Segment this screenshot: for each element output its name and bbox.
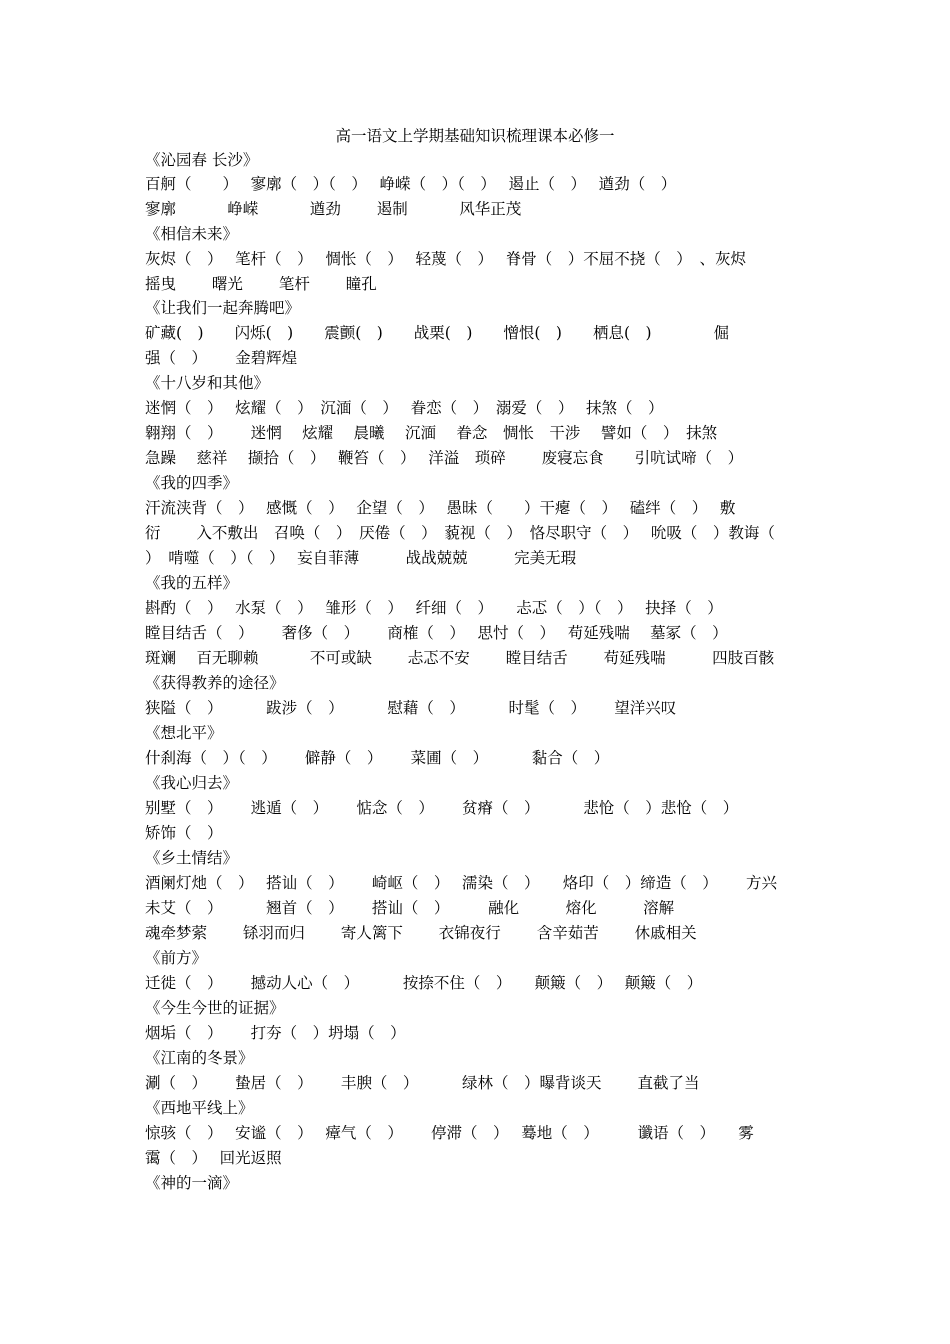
vocab-line: 矫饰（ ） bbox=[145, 824, 223, 842]
section-heading: 《十八岁和其他》 bbox=[145, 374, 270, 392]
vocab-line: 涮（ ） 蛰居（ ） 丰腴（ ） 绿林（ ）曝背谈天 直截了当 bbox=[145, 1074, 700, 1092]
section-heading: 《西地平线上》 bbox=[145, 1099, 254, 1117]
vocab-line: 别墅（ ） 逃遁（ ） 惦念（ ） 贫瘠（ ） 悲怆（ ）悲怆（ ） bbox=[145, 799, 739, 817]
section-heading: 《前方》 bbox=[145, 949, 208, 967]
vocab-line: 百舸（ ） 寥廓（ ）（ ） 峥嵘（ ）（ ） 遏止（ ） 遒劲（ ） bbox=[145, 175, 677, 193]
section-heading: 《相信未来》 bbox=[145, 225, 239, 243]
vocab-line: 斑斓 百无聊赖 不可或缺 忐忑不安 瞠目结舌 苟延残喘 四肢百骸 bbox=[145, 649, 775, 667]
vocab-line: 迁徙（ ） 撼动人心（ ） 按捺不住（ ） 颠簸（ ） 颠簸（ ） bbox=[145, 974, 703, 992]
section-heading: 《让我们一起奔腾吧》 bbox=[145, 299, 301, 317]
vocab-line: 霭（ ） 回光返照 bbox=[145, 1149, 282, 1167]
vocab-line: 急躁 慈祥 撷拾（ ） 鞭笞（ ） 洋溢 琐碎 废寝忘食 引吭试啼（ ） bbox=[145, 449, 744, 467]
vocab-line: 魂牵梦萦 铩羽而归 寄人篱下 衣锦夜行 含辛茹苦 休戚相关 bbox=[145, 924, 697, 942]
vocab-line: 瞠目结舌（ ） 奢侈（ ） 商榷（ ） 思忖（ ） 苟延残喘 墓冢（ ） bbox=[145, 624, 728, 642]
vocab-line: 衍 入不敷出 召唤（ ） 厌倦（ ） 藐视（ ） 恪尽职守（ ） 吮吸（ ）教诲（ bbox=[145, 524, 775, 542]
vocab-line: 酒阑灯灺（ ） 搭讪（ ） 崎岖（ ） 濡染（ ） 烙印（ ）缔造（ ） 方兴 bbox=[145, 874, 777, 892]
section-heading: 《江南的冬景》 bbox=[145, 1049, 254, 1067]
vocab-line: 寥廓 峥嵘 遒劲 遏制 风华正茂 bbox=[145, 200, 522, 218]
section-heading: 《我的五样》 bbox=[145, 574, 239, 592]
vocab-line: 摇曳 曙光 笔杆 瞳孔 bbox=[145, 275, 377, 293]
vocab-line: 斟酌（ ） 水泵（ ） 雏形（ ） 纤细（ ） 忐忑（ ）（ ） 抉择（ ） bbox=[145, 599, 723, 617]
vocab-line: 迷惘（ ） 炫耀（ ） 沉湎（ ） 眷恋（ ） 溺爱（ ） 抹煞（ ） bbox=[145, 399, 664, 417]
vocab-line: 翱翔（ ） 迷惘 炫耀 晨曦 沉湎 眷念 惆怅 干涉 譬如（ ） 抹煞 bbox=[145, 424, 718, 442]
vocab-line: 灰烬（ ） 笔杆（ ） 惆怅（ ） 轻蔑（ ） 脊骨（ ）不屈不挠（ ） 、灰烬 bbox=[145, 250, 746, 268]
vocab-line: 未艾（ ） 翘首（ ） 搭讪（ ） 融化 熔化 溶解 bbox=[145, 899, 675, 917]
vocab-line: 强（ ） 金碧辉煌 bbox=[145, 349, 298, 367]
vocab-line: 矿藏( ) 闪烁( ) 震颤( ) 战栗( ) 憎恨( ) 栖息( ) 倔 bbox=[145, 324, 730, 342]
section-heading: 《想北平》 bbox=[145, 724, 223, 742]
section-heading: 《沁园春 长沙》 bbox=[145, 151, 259, 169]
vocab-line: 烟垢（ ） 打夯（ ）坍塌（ ） bbox=[145, 1024, 406, 1042]
section-heading: 《今生今世的证据》 bbox=[145, 999, 285, 1017]
vocab-line: 汗流浃背（ ） 感慨（ ） 企望（ ） 愚昧（ ）干瘪（ ） 磕绊（ ） 敷 bbox=[145, 499, 736, 517]
section-heading: 《获得教养的途径》 bbox=[145, 674, 285, 692]
vocab-line: 狭隘（ ） 跋涉（ ） 慰藉（ ） 时髦（ ） 望洋兴叹 bbox=[145, 699, 677, 717]
section-heading: 《我的四季》 bbox=[145, 474, 239, 492]
vocab-line: 什刹海（ ）（ ） 僻静（ ） 菜圃（ ） 黏合（ ） bbox=[145, 749, 610, 767]
section-heading: 《我心归去》 bbox=[145, 774, 239, 792]
vocab-line: 惊骇（ ） 安谧（ ） 瘴气（ ） 停滞（ ） 蓦地（ ） 谶语（ ） 雾 bbox=[145, 1124, 754, 1142]
section-heading: 《神的一滴》 bbox=[145, 1174, 239, 1192]
vocab-line: ） 啃噬（ ）（ ） 妄自菲薄 战战兢兢 完美无瑕 bbox=[145, 549, 577, 567]
document-title: 高一语文上学期基础知识梳理课本必修一 bbox=[335, 127, 615, 145]
section-heading: 《乡土情结》 bbox=[145, 849, 239, 867]
